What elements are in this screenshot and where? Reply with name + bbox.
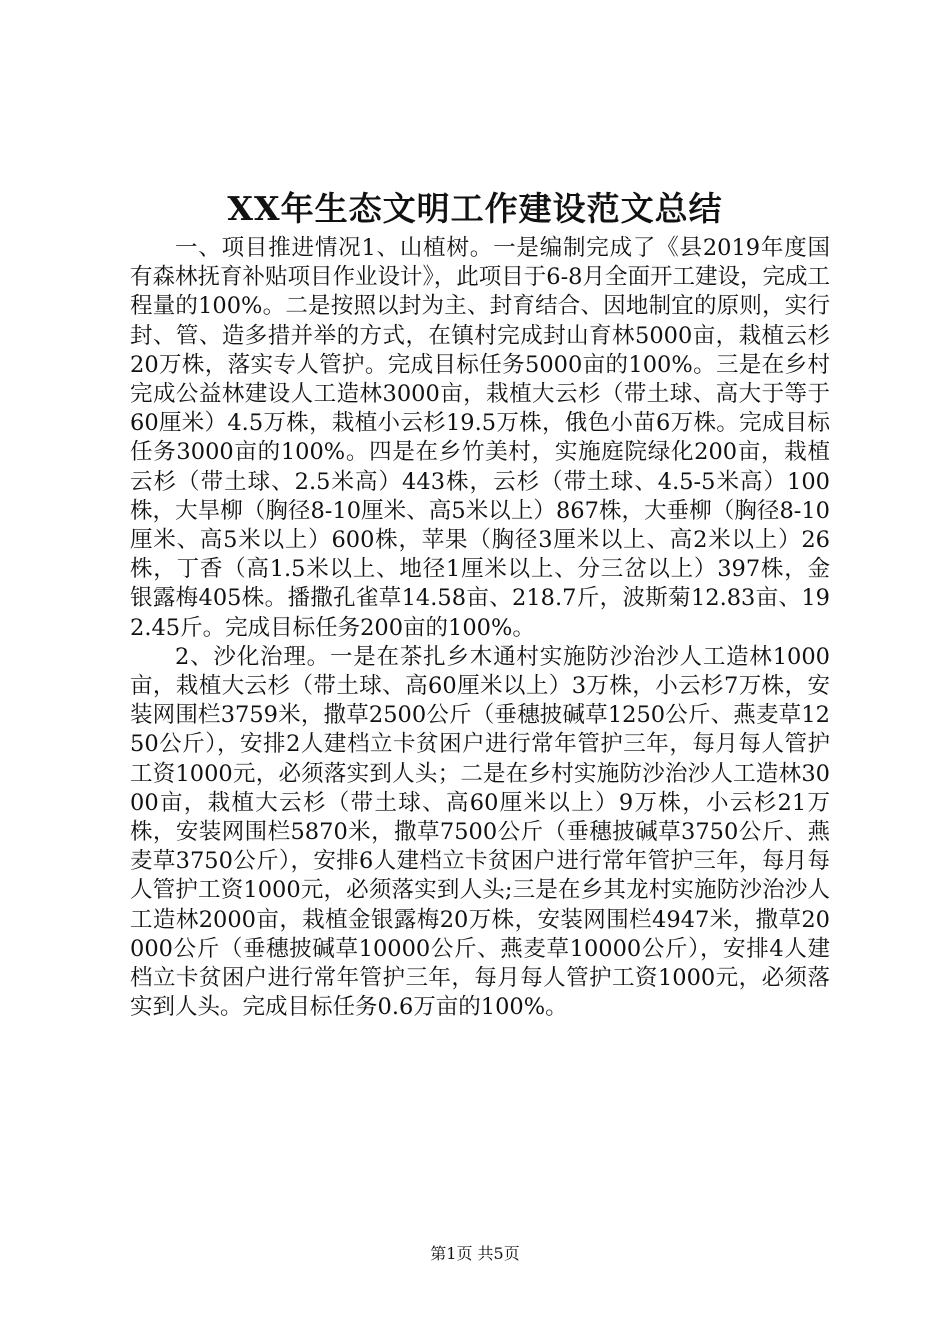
paragraph-project-progress: 一、项目推进情况1、山植树。一是编制完成了《县2019年度国有森林抚育补贴项目作业设计》，此项目于6-8月全面开工建设，完成工程量的100%。二是按照以封为主、封育结合、因地制宜的原则，实行封、管、造多措并举的方式，在镇村完成封山育林5000亩，栽植云杉20万株，落实专人管护。完成目标任务5000亩的100%。三是在乡村完成公益林建设人工造林3000亩，栽植大云杉（带土球、高大于等于60厘米）4.5万株，栽植小云杉19.5万株，俄色小苗6万株。完成目标任务3000亩的100%。四是在乡竹美村，实施庭院绿化200亩，栽植云杉（带土球、2.5米高）443株，云杉（带土球、4.5-5米高）100株，大旱柳（胸径8-10厘米、高5米以上）867株，大垂柳（胸径8-10厘米、高5米以上）600株，苹果（胸径3厘米以上、高2米以上）26株，丁香（高1.5米以上、地径1厘米以上、分三岔以上）397株，金银露梅405株。播撒孔雀草14.58亩、218.7斤，波斯菊12.83亩、192.45斤。完成目标任务200亩的100%。 [130,235,830,641]
paragraph-desertification-control: 2、沙化治理。一是在茶扎乡木通村实施防沙治沙人工造林1000亩，栽植大云杉（带土球、高60厘米以上）3万株，小云杉7万株，安装网围栏3759米，撒草2500公斤（垂穗披碱草1250公斤、燕麦草1250公斤），安排2人建档立卡贫困户进行常年管护三年，每月每人管护工资1000元，必须落实到人头；二是在乡村实施防沙治沙人工造林3000亩，栽植大云杉（带土球、高60厘米以上）9万株，小云杉21万株，安装网围栏5870米，撒草7500公斤（垂穗披碱草3750公斤、燕麦草3750公斤），安排6人建档立卡贫困户进行常年管护三年，每月每人管护工资1000元，必须落实到人头;三是在乡其龙村实施防沙治沙人工造林2000亩，栽植金银露梅20万株，安装网围栏4947米，撒草20000公斤（垂穗披碱草10000公斤、燕麦草10000公斤），安排4人建档立卡贫困户进行常年管护三年，每月每人管护工资1000元，必须落实到人头。完成目标任务0.6万亩的100%。 [130,643,830,1021]
document-body [130,234,830,1022]
page-footer: 第1页 共5页 [430,1244,520,1263]
document-title: XX年生态文明工作建设范文总结 [227,189,723,228]
